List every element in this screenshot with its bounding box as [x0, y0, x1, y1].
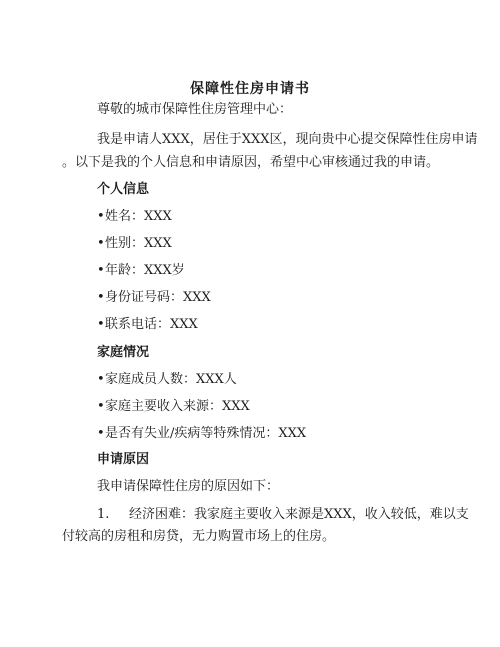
list-item [97, 290, 211, 306]
reason-item-1 [97, 507, 469, 523]
salutation: 尊敬的城市保障性住房管理中心： [97, 102, 293, 117]
list-item-text: 姓名：XXX [105, 209, 172, 224]
section-heading-family: 家庭情况 [97, 345, 150, 360]
list-item-text: 年龄：XXX岁 [105, 263, 185, 278]
list-item-text: 家庭主要收入来源：XXX [105, 399, 250, 414]
intro-paragraph-line-2: 。以下是我的个人信息和申请原因，希望中心审核通过我的申请。 [62, 155, 440, 170]
list-item [97, 263, 185, 279]
bullet-marker: • [97, 317, 105, 332]
list-item-text: 是否有失业/疾病等特殊情况：XXX [105, 426, 307, 441]
section-heading-personal: 个人信息 [97, 182, 150, 197]
list-item [97, 372, 237, 388]
list-item [97, 426, 306, 442]
list-item [97, 317, 198, 333]
bullet-marker: • [97, 236, 105, 251]
reason-item-number: 1. [97, 507, 110, 522]
bullet-marker: • [97, 263, 105, 278]
list-item [97, 399, 250, 415]
bullet-marker: • [97, 209, 105, 224]
bullet-marker: • [97, 290, 105, 305]
list-item [97, 236, 172, 252]
list-item-text: 联系电话：XXX [105, 317, 198, 332]
bullet-marker: • [97, 426, 105, 441]
reason-intro: 我申请保障性住房的原因如下： [97, 479, 280, 494]
bullet-marker: • [97, 399, 105, 414]
list-item [97, 209, 172, 225]
intro-paragraph-line-1: 我是申请人XXX，居住于XXX区，现向贵中心提交保障性住房申请 [97, 132, 478, 147]
list-item-text: 家庭成员人数：XXX人 [105, 372, 237, 387]
section-heading-reason: 申请原因 [97, 452, 150, 467]
list-item-text: 身份证号码：XXX [105, 290, 211, 305]
document-title: 保障性住房申请书 [190, 81, 310, 97]
list-item-text: 性别：XXX [105, 236, 172, 251]
reason-item-1-continuation: 付较高的房租和房贷，无力购置市场上的住房。 [62, 529, 336, 544]
reason-item-text: 经济困难：我家庭主要收入来源是XXX，收入较低，难以支 [129, 507, 469, 522]
bullet-marker: • [97, 372, 105, 387]
